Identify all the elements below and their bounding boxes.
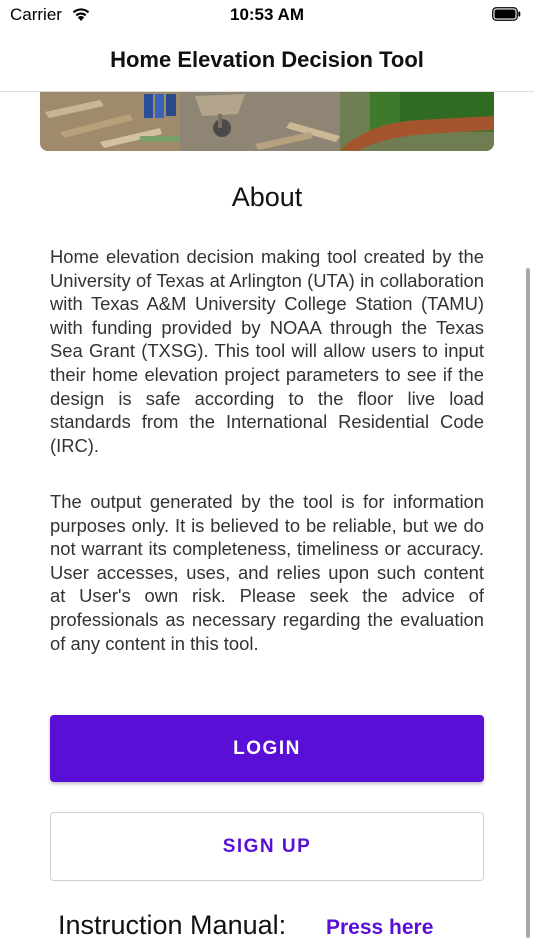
battery-icon: [492, 7, 521, 21]
scroll-indicator[interactable]: [526, 268, 530, 938]
login-button[interactable]: LOGIN: [50, 715, 484, 782]
construction-site-image: [40, 92, 494, 151]
instruction-manual-link[interactable]: Press here: [326, 916, 434, 939]
signup-button[interactable]: SIGN UP: [50, 812, 484, 881]
page-title: Home Elevation Decision Tool: [110, 47, 424, 72]
about-heading: About: [231, 182, 303, 212]
about-paragraph-disclaimer: The output generated by the tool is for information purposes only. It is believed to be reliable, but we do not warrant its completeness, timeliness or accuracy. User accesses, uses, and relies upon such content at User's own risk. Please seek the advice of professionals as necessary regarding the evaluation of any content in this tool.: [50, 491, 484, 654]
carrier-label: Carrier: [10, 5, 62, 24]
about-paragraph-intro: Home elevation decision making tool created by the University of Texas at Arlington (UTA) in collaboration with Texas A&M University College Station (TAMU) with funding provided by NOAA through the Texas Sea Grant (TXSG). This tool will allow users to input their home elevation project parameters to see if the design is safe according to the floor live load standards from the International Residential Code (IRC).: [50, 246, 484, 456]
clock: 10:53 AM: [229, 5, 304, 24]
instruction-manual-label: Instruction Manual:: [58, 910, 287, 940]
navigation-bar: [0, 30, 534, 92]
status-bar: [0, 0, 534, 30]
